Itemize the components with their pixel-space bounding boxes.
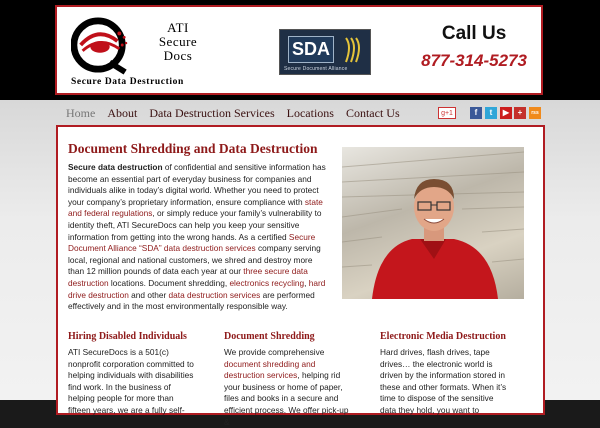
logo-name-line: Docs [163, 48, 193, 63]
electronics-recycling-link[interactable]: electronics recycling [229, 277, 305, 288]
sda-badge-text: SDA [288, 36, 334, 63]
intro-text: locations. Document shredding, [108, 277, 230, 288]
rss-icon[interactable]: rss [529, 107, 541, 119]
intro-lead: Secure data destruction [68, 162, 163, 172]
shredding-text [224, 347, 354, 428]
sda-services-link[interactable]: Secure Document Alliance “SDA” data destruction services [68, 231, 316, 254]
locations-link[interactable]: three secure data destruction [68, 266, 308, 288]
ati-logo[interactable] [67, 13, 217, 93]
staff-photo [342, 147, 524, 299]
page-title: Document Shredding and Data Destruction [68, 141, 318, 156]
call-us-block [421, 23, 527, 71]
main-content [56, 125, 545, 427]
electronic-media-heading: Electronic Media Destruction [380, 331, 506, 342]
intro-paragraph [68, 162, 330, 313]
nav-home[interactable]: Home [66, 106, 96, 120]
hard-drive-destruction-link[interactable]: hard drive destruction [68, 277, 326, 300]
logo-name-line: ATI [167, 20, 189, 35]
intro-text: are performed effectively and in the most environmentally responsible way. [68, 289, 315, 312]
google-plus-button[interactable]: g+1 [438, 107, 456, 119]
intro-text: company serving local, regional and national customers, we shred and destroy more than 12 million pounds of data each year at our [68, 243, 321, 277]
phone-number-link[interactable]: 877-314-5273 [421, 51, 527, 70]
sda-badge-subtitle: Secure Document Alliance [284, 66, 348, 72]
google-plus-icon[interactable]: + [514, 107, 526, 119]
facebook-icon[interactable]: f [470, 107, 482, 119]
intro-text: and other [128, 289, 169, 300]
intro-text: , or simply reduce your family’s vulnerability to identity theft, ATI SecureDocs can help you keep your sensitive information from getting into the wrong hands. As a certified [68, 208, 322, 242]
intro-text: , [304, 277, 309, 288]
hiring-text: ATI SecureDocs is a 501(c) nonprofit corporation committed to helping individuals with disabilities find work. In the business of helping people for more than fifteen years, we are a fully self- [68, 347, 194, 415]
regulations-link[interactable]: state and federal regulations [68, 196, 323, 219]
staff-photo-illustration [342, 147, 524, 299]
logo-name [133, 21, 223, 63]
shredding-text-part: We provide comprehensive [224, 347, 325, 357]
logo-tagline: Secure Data Destruction [71, 77, 184, 87]
nav-about[interactable]: About [107, 106, 138, 120]
shredding-services-link[interactable]: document shredding and destruction services [224, 358, 316, 381]
sda-swoosh-icon [342, 36, 364, 64]
data-destruction-services-link[interactable]: data destruction services [168, 289, 261, 300]
youtube-icon[interactable]: ▶ [500, 107, 512, 119]
intro-text: of confidential and sensitive information has become an essential part of everyday business for companies and individuals alike in today’s digital world. Whether you need to protect your company’s proprietary information, ensure compliance with [68, 162, 326, 207]
nav-data-destruction-services[interactable]: Data Destruction Services [149, 106, 275, 120]
shredding-heading: Document Shredding [224, 331, 315, 342]
nav-locations[interactable]: Locations [286, 106, 334, 120]
main-navigation [66, 103, 412, 123]
electronic-media-text: Hard drives, flash drives, tape drives… the electronic world is driven by the information stored in these and other formats. When it’s time to dispose of the sensitive data they hold, you want to [380, 347, 507, 415]
site-header [55, 5, 543, 95]
shredding-text-part: , helping rid your business or home of paper, files and books in a secure and efficient process. We offer pick-up & [224, 370, 349, 427]
nav-contact-us[interactable]: Contact Us [345, 106, 400, 120]
logo-name-line: Secure [158, 34, 198, 49]
sda-badge[interactable] [279, 29, 371, 75]
hiring-heading: Hiring Disabled Individuals [68, 331, 187, 342]
logo-swirl-icon [71, 15, 129, 75]
call-us-title: Call Us [441, 23, 507, 44]
twitter-icon[interactable]: t [485, 107, 497, 119]
